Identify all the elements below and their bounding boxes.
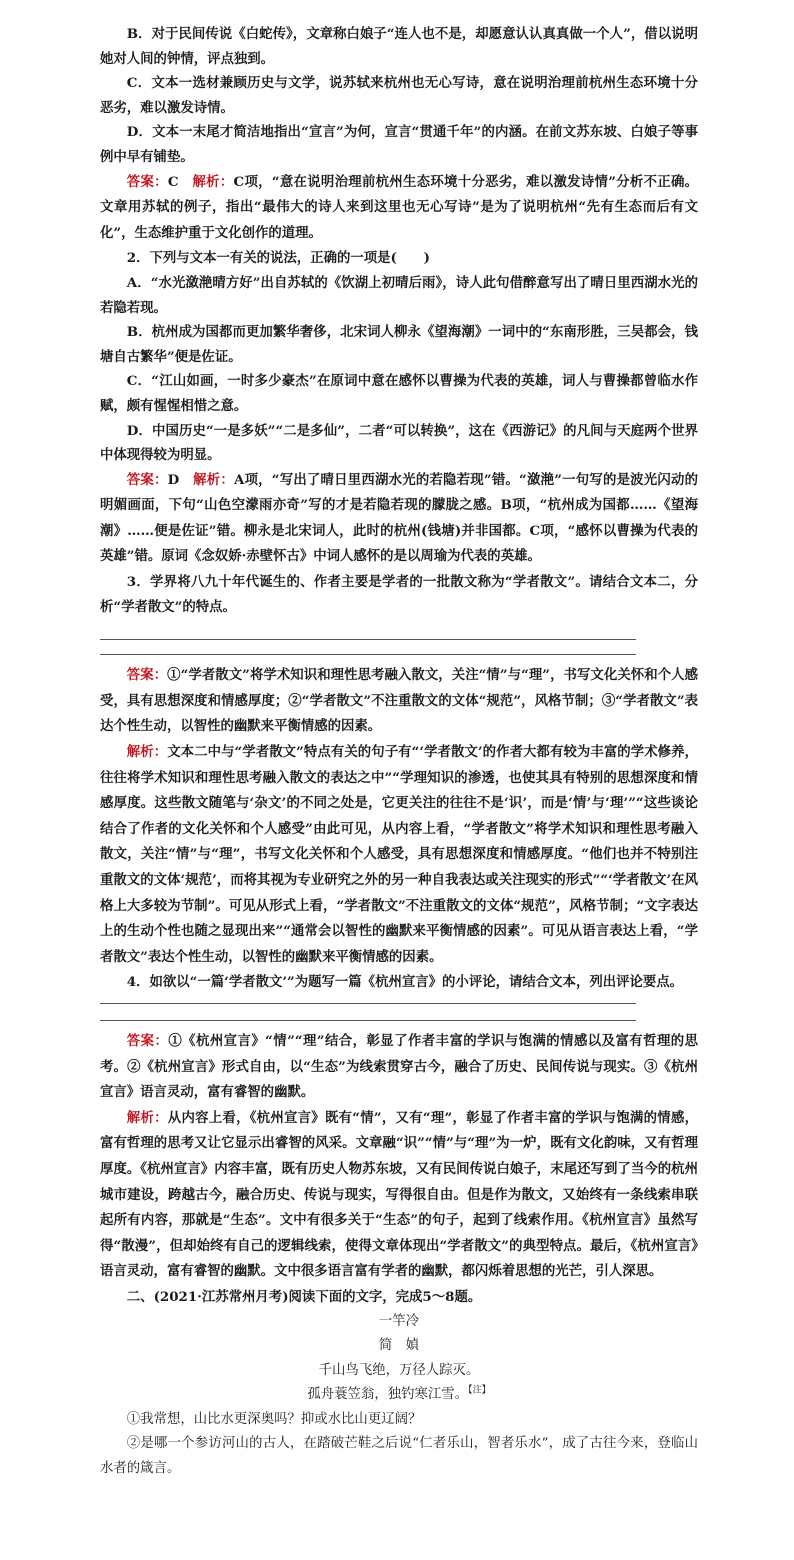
q3-answer: ①“学者散文”将学术知识和理性思考融入散文，关注“情”与“理”，书写文化关怀和个人感受，具有思想深度和情感厚度；②“学者散文”不注重散文的文体“规范”，风格节制；③“学者散文”表达个性生动，以智性的幽默来平衡情感的因素。 (100, 667, 698, 735)
q2-answer: D (167, 471, 180, 488)
note-mark: 【注】 (468, 1385, 491, 1396)
q2-option-a: A．“水光潋滟晴方好”出自苏轼的《饮湖上初晴后雨》，诗人此句借醉意写出了晴日里西湖水光的若隐若现。 (100, 274, 698, 316)
answer-label: 答案： (126, 1032, 169, 1049)
passage-paragraph-1: ①我常想，山比水更深奥吗？抑或水比山更辽阔？ (126, 1411, 422, 1427)
q3-analysis-block (100, 740, 698, 970)
q1-analysis: C项，“意在说明治理前杭州生态环境十分恶劣，难以激发诗情”分析不正确。文章用苏轼的例子，指出“最伟大的诗人来到这里也无心写诗”是为了说明杭州“先有生态而后有文化”，生态维护重于文化创作的道理。 (100, 173, 699, 241)
q2-option-c: C．“江山如画，一时多少豪杰”在原词中意在感怀以曹操为代表的英雄，词人与曹操都曾临水作赋，颇有惺惺相惜之意。 (100, 373, 698, 414)
analysis-label: 解析： (193, 471, 234, 488)
q2-stem: 2．下列与文本一有关的说法，正确的一项是( ) (126, 250, 430, 267)
q2-answer-block (100, 468, 698, 570)
q3-answer-block (100, 663, 698, 740)
passage-title: 一竿冷 (378, 1313, 420, 1329)
q4-answer: ①《杭州宣言》“情”“理”结合，彰显了作者丰富的学识与饱满的情感以及富有哲理的思考。②《杭州宣言》形式自由，以“生态”为线索贯穿古今，融合了历史、民间传说与现实。③《杭州宣言》语言灵动，富有睿智的幽默。 (100, 1032, 699, 1101)
q1-option-d: D．文本一末尾才简洁地指出“宣言”为何，宣言“贯通千年”的内涵。在前文苏东坡、白娘子等事例中早有铺垫。 (100, 124, 698, 165)
answer-label: 答案： (126, 173, 168, 190)
passage-paragraph-2: ②是哪一个参访河山的古人，在踏破芒鞋之后说“仁者乐山，智者乐水”，成了古往今来，登临山水者的箴言。 (100, 1436, 698, 1477)
q1-answer: C (167, 173, 179, 190)
analysis-label: 解析： (126, 744, 168, 761)
q1-option-c: C．文本一选材兼顾历史与文学，说苏轼来杭州也无心写诗，意在说明治理前杭州生态环境十分恶劣，难以激发诗情。 (100, 75, 698, 116)
q4-analysis: 从内容上看，《杭州宣言》既有“情”，又有“理”，彰显了作者丰富的学识与饱满的情感，富有哲理的思考又让它显示出睿智的风采。文章融“识”“情”与“理”为一炉，既有文化韵味，又有哲理厚度。《杭州宣言》内容丰富，既有历史人物苏东坡，又有民间传说白娘子，末尾还写到了当今的杭州城市建设，跨越古今，融合历史、传说与现实，写得很自由。但是作为散文，又始终有一条线索串联起所有内容，那就是“生态”。文中有很多关于“生态”的句子，起到了线索作用。《杭州宣言》虽然写得“散漫”，但却始终有自己的逻辑线索，使得文章体现出“学者散文”的典型特点。最后，《杭州宣言》语言灵动，富有睿智的幽默。文中很多语言富有学者的幽默，都闪烁着思想的光芒，引人深思。 (100, 1109, 699, 1280)
q2-option-b: B．杭州成为国都而更加繁华奢侈，北宋词人柳永《望海潮》一词中的“东南形胜，三吴都会，钱塘自古繁华”便是佐证。 (100, 324, 698, 365)
analysis-label: 解析： (126, 1109, 168, 1126)
q2-option-d: D．中国历史“一是多妖”“二是多仙”，二者“可以转换”，这在《西游记》的凡间与天庭两个世界中体现得较为明显。 (100, 422, 698, 464)
section-2-heading: 二、(2021·江苏常州月考)阅读下面的文字，完成5～8题。 (126, 1288, 482, 1305)
q1-answer-block (100, 170, 698, 247)
poem-line-2-text: 孤舟蓑笠翁，独钓寒江雪。 (307, 1387, 469, 1403)
q3-analysis: 文本二中与“学者散文”特点有关的句子有“‘学者散文’的作者大都有较为丰富的学术修养，往往将学术知识和理性思考融入散文的表达之中”“学理知识的渗透，也使其具有特别的思想深度和情感厚度。这些散文随笔与‘杂文’的不同之处是，它更关注的往往不是‘识’，而是‘情’与‘理’”“这些谈论结合了作者的文化关怀和个人感受”由此可见，从内容上看，“学者散文”将学术知识和理性思考融入散文，关注“情”与“理”，书写文化关怀和个人感受，具有思想深度和情感厚度。“他们也并不特别注重散文的文体‘规范’，而将其视为专业研究之外的另一种自我表达或关注现实的形式”“‘学者散文’在风格上大多较为节制”。可见从形式上看，“学者散文”不注重散文的文体“规范”，风格节制；“文字表达上的生动个性也随之显现出来”“通常会以智性的幽默来平衡情感的因素”。可见从语言表达上看，“学者散文”表达个性生动，以智性的幽默来平衡情感的因素。 (100, 744, 699, 965)
q1-option-b: B．对于民间传说《白蛇传》，文章称白娘子“连人也不是，却愿意认认真真做一个人”，借以说明她对人间的钟情，评点独到。 (100, 26, 698, 67)
passage-author: 简 媜 (378, 1338, 420, 1354)
q4-stem: 4．如欲以“一篇‘学者散文’”为题写一篇《杭州宣言》的小评论，请结合文本，列出评论要点。 (126, 974, 684, 991)
q2-analysis: A项，“写出了晴日里西湖水光的若隐若现”错。“潋滟”一句写的是波光闪动的明媚画面，下句“山色空濛雨亦奇”写的才是若隐若现的朦胧之感。B项，“杭州成为国都……《望海潮》……便是佐证”错。柳永是北宋词人，此时的杭州(钱塘)并非国都。C项，“感怀以曹操为代表的英雄”错。原词《念奴娇·赤壁怀古》中词人感怀的是以周瑜为代表的英雄。 (100, 471, 699, 565)
q3-stem: 3．学界将八九十年代诞生的、作者主要是学者的一批散文称为“学者散文”。请结合文本二，分析“学者散文”的特点。 (100, 574, 698, 615)
q4-analysis-block (100, 1106, 698, 1285)
analysis-label: 解析： (192, 173, 234, 190)
poem-line-1: 千山鸟飞绝，万径人踪灭。 (318, 1362, 480, 1378)
poem-line-2 (100, 1383, 698, 1408)
answer-label: 答案： (126, 471, 168, 488)
answer-label: 答案： (126, 667, 168, 684)
q4-answer-block (100, 1029, 698, 1106)
